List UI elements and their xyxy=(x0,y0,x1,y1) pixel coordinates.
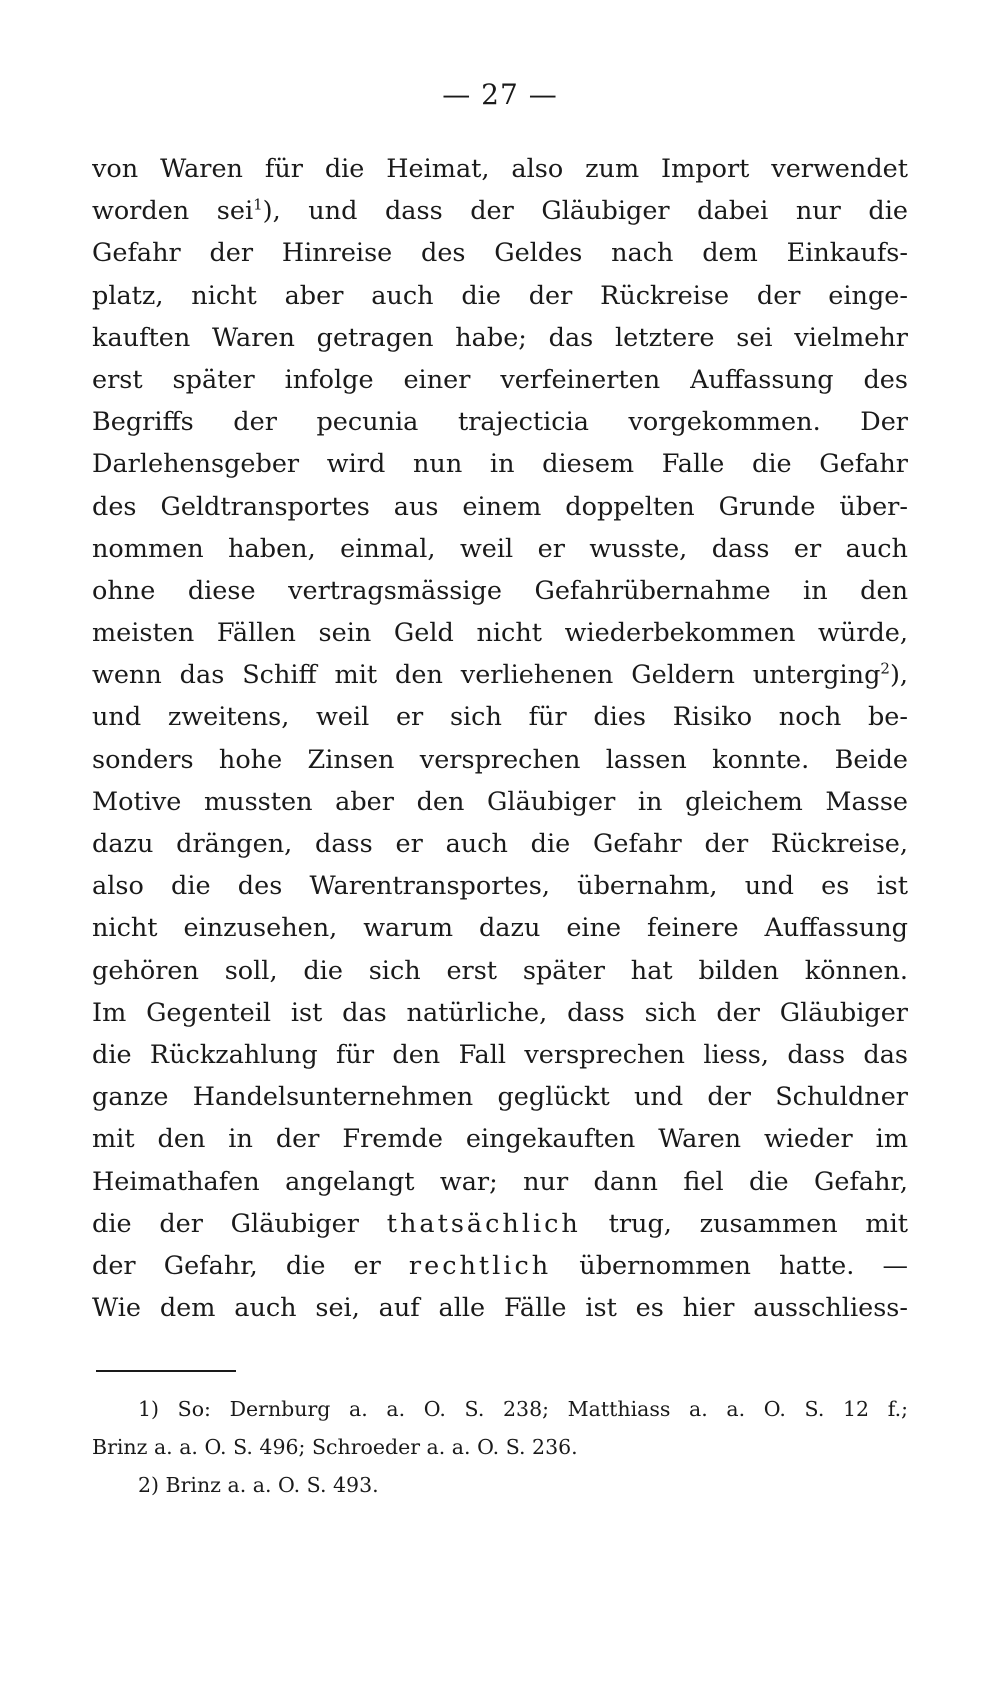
text-line: sonders hohe Zinsen versprechen lassen konnte. Beide xyxy=(92,744,908,775)
text-line: des Geldtransportes aus einem doppelten Grunde über- xyxy=(92,491,908,522)
footnotes xyxy=(92,1390,908,1504)
text-line: von Waren für die Heimat, also zum Import verwendet xyxy=(92,154,908,184)
text-line: der Gefahr, die er rechtlich übernommen hatte. — xyxy=(92,1250,908,1281)
emphasis-spaced: rechtlich xyxy=(408,1250,552,1281)
footnote-divider xyxy=(96,1370,236,1372)
text-line: meisten Fällen sein Geld nicht wiederbekommen würde, xyxy=(92,618,908,649)
footnote-ref-2: 2 xyxy=(880,659,890,678)
text-line: Im Gegenteil ist das natürliche, dass sich der Gläubiger xyxy=(92,997,908,1028)
text-line: nicht einzusehen, warum dazu eine feinere Auffassung xyxy=(92,913,908,944)
text-line: Darlehensgeber wird nun in diesem Falle die Gefahr xyxy=(92,449,908,480)
text-line: Begriffs der pecunia trajecticia vorgekommen. Der xyxy=(92,407,908,438)
text-line: kauften Waren getragen habe; das letztere sei vielmehr xyxy=(92,322,908,353)
text-line: ganze Handelsunternehmen geglückt und der Schuldner xyxy=(92,1082,908,1113)
text-line: worden sei$^1$), und dass der Gläubiger dabei nur die xyxy=(92,195,908,227)
footnote-2: 2) Brinz a. a. O. S. 493. xyxy=(138,1473,379,1497)
emphasis-spaced: thatsächlich xyxy=(386,1208,581,1239)
text-line: mit den in der Fremde eingekauften Waren wieder im xyxy=(92,1124,908,1155)
text-line: Heimathafen angelangt war; nur dann fiel die Gefahr, xyxy=(92,1166,908,1197)
text-line: Gefahr der Hinreise des Geldes nach dem Einkaufs- xyxy=(92,238,908,269)
footnote-1: 1) So: Dernburg a. a. O. S. 238; Matthiass a. a. O. S. 12 f.; xyxy=(138,1397,908,1421)
text-line: die der Gläubiger thatsächlich trug, zusammen mit xyxy=(92,1208,908,1239)
text-line: Motive mussten aber den Gläubiger in gleichem Masse xyxy=(92,786,908,817)
text-line: dazu drängen, dass er auch die Gefahr der Rückreise, xyxy=(92,829,908,859)
footnote-ref-1: 1 xyxy=(253,195,263,214)
text-line: ohne diese vertragsmässige Gefahrübernahme in den xyxy=(92,575,908,606)
body-text xyxy=(92,148,908,1329)
text-line: erst später infolge einer verfeinerten Auffassung des xyxy=(92,364,908,395)
text-line: gehören soll, die sich erst später hat bilden können. xyxy=(92,955,908,986)
page-number: — 27 — xyxy=(442,78,558,111)
text-line: Wie dem auch sei, auf alle Fälle ist es hier ausschliess- xyxy=(92,1293,908,1324)
text-line: die Rückzahlung für den Fall versprechen liess, dass das xyxy=(92,1039,908,1070)
footnote-1-continued: Brinz a. a. O. S. 496; Schroeder a. a. O. S. 236. xyxy=(92,1435,578,1459)
text-line: und zweitens, weil er sich für dies Risiko noch be- xyxy=(92,702,908,733)
text-line: nommen haben, einmal, weil er wusste, dass er auch xyxy=(92,533,908,564)
text-line: also die des Warentransportes, übernahm, und es ist xyxy=(92,871,908,902)
text-line: platz, nicht aber auch die der Rückreise der einge- xyxy=(92,280,908,311)
text-line: wenn das Schiff mit den verliehenen Geldern unterging$^2$), xyxy=(92,659,908,691)
